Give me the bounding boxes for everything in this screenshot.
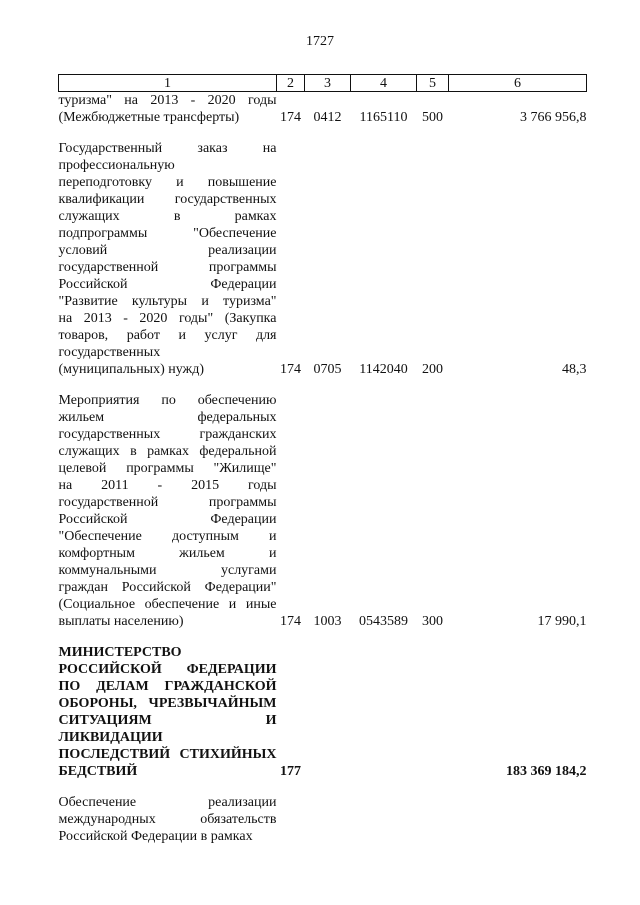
ministry-code: 177 xyxy=(280,764,301,779)
description-line: служащих в рамках федеральной xyxy=(58,444,277,459)
description-line: условий реализации xyxy=(58,243,277,258)
row-description xyxy=(59,92,277,127)
expense-type-code: 200 xyxy=(422,362,443,377)
description-line: "Обеспечение доступным и xyxy=(58,529,277,544)
table-row xyxy=(59,378,587,630)
description-line: международных обязательств xyxy=(58,812,277,827)
description-line: товаров, работ и услуг для xyxy=(58,328,277,343)
ministry-code: 174 xyxy=(280,362,301,377)
column-header-3: 3 xyxy=(305,75,351,92)
description-line: ЛИКВИДАЦИИ xyxy=(58,730,163,745)
section-code: 0412 xyxy=(313,110,342,125)
description-line: ПО ДЕЛАМ ГРАЖДАНСКОЙ xyxy=(58,679,277,694)
description-line: жильем федеральных xyxy=(58,410,277,425)
description-line: Обеспечение реализации xyxy=(58,795,277,810)
description-line: Российской Федерации в рамках xyxy=(58,829,253,844)
description-line: туризма" на 2013 - 2020 годы xyxy=(58,93,277,108)
target-article-code xyxy=(351,630,417,780)
description-line: государственных гражданских xyxy=(58,427,277,442)
description-line: выплаты населению) xyxy=(58,614,184,629)
description-line: "Развитие культуры и туризма" xyxy=(58,294,277,309)
description-line: переподготовку и повышение xyxy=(58,175,277,190)
expense-type-code: 300 xyxy=(422,614,443,629)
expense-type-code xyxy=(417,630,449,780)
description-line: Российской Федерации xyxy=(58,512,277,527)
description-line: БЕДСТВИЙ xyxy=(58,764,138,779)
description-line: государственной программы xyxy=(58,260,277,275)
description-line: Российской Федерации xyxy=(58,277,277,292)
table-row xyxy=(59,92,587,127)
amount: 17 990,1 xyxy=(537,614,587,629)
description-line: комфортным жильем и xyxy=(58,546,277,561)
ministry-code: 174 xyxy=(280,110,301,125)
description-line: служащих в рамках xyxy=(58,209,277,224)
description-line: граждан Российской Федерации" xyxy=(58,580,277,595)
description-line: квалификации государственных xyxy=(58,192,277,207)
row-description xyxy=(59,630,277,780)
ministry-code: 174 xyxy=(280,614,301,629)
target-article-code: 0543589 xyxy=(359,614,408,629)
column-header-4: 4 xyxy=(351,75,417,92)
budget-table xyxy=(58,74,587,845)
amount xyxy=(449,780,587,845)
description-line: на 2013 - 2020 годы" (Закупка xyxy=(58,311,277,326)
expense-type-code xyxy=(417,780,449,845)
table-row xyxy=(59,780,587,845)
description-line: государственных xyxy=(58,345,161,360)
target-article-code: 1142040 xyxy=(359,362,408,377)
section-code: 1003 xyxy=(313,614,342,629)
table-header-row xyxy=(59,75,587,92)
column-header-2: 2 xyxy=(277,75,305,92)
table-row xyxy=(59,126,587,378)
target-article-code: 1165110 xyxy=(359,110,408,125)
description-line: государственной программы xyxy=(58,495,277,510)
description-line: ОБОРОНЫ, ЧРЕЗВЫЧАЙНЫМ xyxy=(58,696,277,711)
description-line: (Социальное обеспечение и иные xyxy=(58,597,277,612)
column-header-6: 6 xyxy=(449,75,587,92)
description-line: СИТУАЦИЯМ И xyxy=(58,713,277,728)
ministry-code xyxy=(277,780,305,845)
description-line: коммунальными услугами xyxy=(58,563,277,578)
description-line: Государственный заказ на xyxy=(58,141,277,156)
section-code xyxy=(305,630,351,780)
description-line: целевой программы "Жилище" xyxy=(58,461,277,476)
row-description xyxy=(59,780,277,845)
target-article-code xyxy=(351,780,417,845)
row-description xyxy=(59,378,277,630)
row-description xyxy=(59,126,277,378)
description-line: ПОСЛЕДСТВИЙ СТИХИЙНЫХ xyxy=(58,747,277,762)
amount: 3 766 956,8 xyxy=(520,110,587,125)
description-line: Мероприятия по обеспечению xyxy=(58,393,277,408)
description-line: (муниципальных) нужд) xyxy=(58,362,205,377)
section-code xyxy=(305,780,351,845)
expense-type-code: 500 xyxy=(422,110,443,125)
description-line: РОССИЙСКОЙ ФЕДЕРАЦИИ xyxy=(58,662,277,677)
description-line: на 2011 - 2015 годы xyxy=(58,478,277,493)
description-line: МИНИСТЕРСТВО xyxy=(58,645,182,660)
description-line: (Межбюджетные трансферты) xyxy=(58,110,240,125)
amount: 183 369 184,2 xyxy=(506,764,587,779)
column-header-1: 1 xyxy=(59,75,277,92)
table-row xyxy=(59,630,587,780)
section-code: 0705 xyxy=(313,362,342,377)
table-body xyxy=(59,92,587,846)
description-line: подпрограммы "Обеспечение xyxy=(58,226,277,241)
description-line: профессиональную xyxy=(58,158,175,173)
page-number: 1727 xyxy=(306,34,334,49)
column-header-5: 5 xyxy=(417,75,449,92)
amount: 48,3 xyxy=(562,362,587,377)
